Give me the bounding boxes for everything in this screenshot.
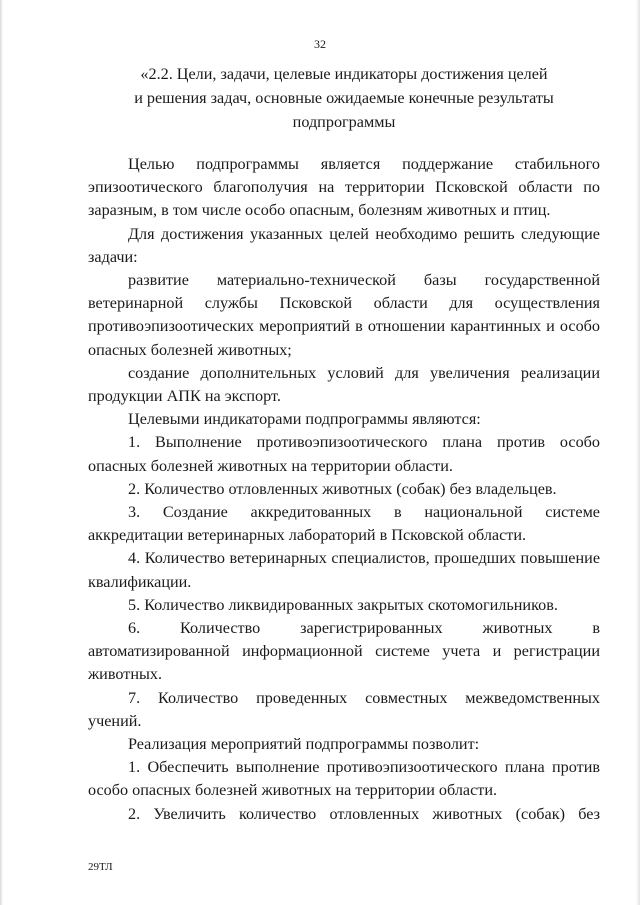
heading-line-3: подпрограммы (292, 113, 396, 131)
paragraph-indicator-1 (88, 431, 600, 477)
paragraph-continuation: особо опасных болезней животных на территории области. (88, 781, 498, 800)
scan-edge-left (0, 0, 3, 905)
paragraph-indicator-4 (88, 547, 600, 593)
paragraph-first-line: 2. Количество отловленных животных (собак) без владельцев. (128, 479, 557, 498)
paragraph-first-line: Целью подпрограммы является поддержание стабильного (128, 155, 600, 173)
paragraph-first-line: создание дополнительных условий для увеличения реализации (128, 363, 600, 382)
paragraph-first-line: 5. Количество ликвидированных закрытых скотомогильников. (128, 595, 558, 614)
document-code: 29ТЛ (88, 861, 113, 873)
paragraph-result-2 (88, 803, 600, 826)
paragraph-continuation: продукции АПК на экспорт. (88, 387, 281, 406)
scan-edge-right (636, 0, 640, 905)
heading-line-2: и решения задач, основные ожидаемые конечные результаты (134, 89, 554, 107)
paragraph-first-line: 1. Обеспечить выполнение противоэпизоотического плана против (128, 758, 600, 777)
paragraph-indicator-6 (88, 617, 600, 687)
paragraph-task-1 (88, 269, 600, 362)
paragraph-first-line: развитие материально-технической базы государственной (128, 271, 600, 290)
section-heading (88, 62, 600, 134)
paragraph-continuation: ветеринарной службы Псковской области для осуществления противоэпизоотических мероприятий в отношении карантинных и особо опасных болезней животных; (88, 294, 600, 359)
paragraph-first-line: 7. Количество проведенных совместных межведомственных (128, 688, 600, 707)
paragraph-first-line: Реализация мероприятий подпрограммы позволит: (128, 735, 480, 754)
paragraph-first-line: 2. Увеличить количество отловленных животных (собак) без (128, 804, 600, 823)
paragraph-first-line: 6. Количество зарегистрированных животных в (128, 619, 600, 638)
paragraph-first-line: Целевыми индикаторами подпрограммы являются: (128, 410, 481, 429)
paragraph-indicator-3 (88, 501, 600, 547)
paragraph-results-intro (88, 733, 600, 756)
paragraph-first-line: 1. Выполнение противоэпизоотического плана против особо (128, 433, 600, 452)
paragraph-goal (88, 153, 600, 223)
paragraph-continuation: учений. (88, 711, 142, 730)
paragraph-continuation: опасных болезней животных на территории области. (88, 456, 453, 475)
document-body (88, 153, 600, 826)
paragraph-task-2 (88, 362, 600, 408)
heading-line-1: «2.2. Цели, задачи, целевые индикаторы достижения целей (140, 65, 548, 83)
paragraph-result-1 (88, 756, 600, 802)
paragraph-continuation: эпизоотического благополучия на территории Псковской области по заразным, в том числе особо опасным, болезням животных и птиц. (88, 178, 600, 220)
paragraph-continuation: задачи: (88, 247, 138, 266)
paragraph-indicator-7 (88, 687, 600, 733)
paragraph-first-line: 4. Количество ветеринарных специалистов, прошедших повышение (128, 549, 600, 568)
paragraph-first-line: Для достижения указанных целей необходимо решить следующие (128, 224, 600, 243)
paragraph-indicators-intro (88, 408, 600, 431)
paragraph-tasks-intro (88, 223, 600, 269)
page-number: 32 (314, 37, 326, 51)
paragraph-indicator-2 (88, 478, 600, 501)
paragraph-continuation: автоматизированной информационной системе учета и регистрации животных. (88, 642, 600, 684)
paragraph-continuation: аккредитации ветеринарных лабораторий в Псковской области. (88, 526, 527, 545)
paragraph-first-line: 3. Создание аккредитованных в национальной системе (128, 503, 600, 522)
paragraph-continuation: квалификации. (88, 572, 192, 591)
paragraph-indicator-5 (88, 594, 600, 617)
